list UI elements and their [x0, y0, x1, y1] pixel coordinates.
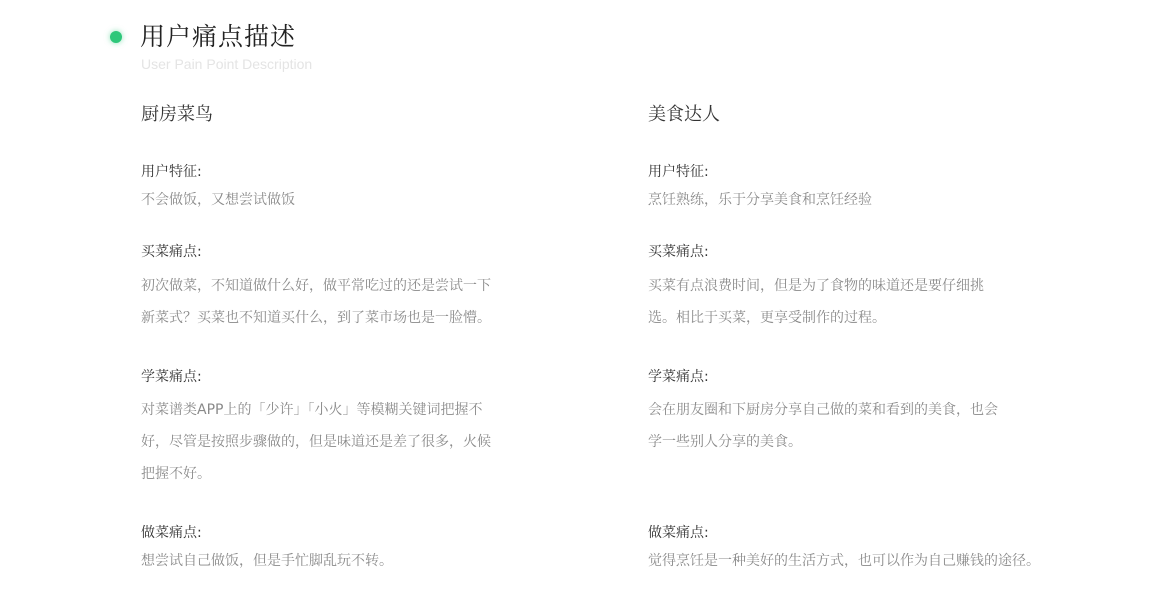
cook-pain-label: 做菜痛点: — [141, 525, 202, 541]
persona-name: 厨房菜鸟 — [141, 104, 213, 125]
cook-pain-text: 觉得烹饪是一种美好的生活方式，也可以作为自己赚钱的途径。 — [648, 553, 1040, 569]
section-bullet-dot — [110, 31, 122, 43]
buy-pain-label: 买菜痛点: — [141, 244, 202, 260]
feature-label: 用户特征: — [648, 164, 709, 180]
text-line: 选。相比于买菜，更享受制作的过程。 — [648, 310, 886, 326]
learn-pain-text — [648, 394, 998, 458]
learn-pain-label: 学菜痛点: — [648, 369, 709, 385]
text-line: 会在朋友圈和下厨房分享自己做的菜和看到的美食，也会 — [648, 402, 998, 418]
feature-text: 不会做饭，又想尝试做饭 — [141, 192, 295, 208]
cook-pain-label: 做菜痛点: — [648, 525, 709, 541]
page-subtitle: User Pain Point Description — [141, 56, 313, 72]
buy-pain-label: 买菜痛点: — [648, 244, 709, 260]
text-line: 新菜式？买菜也不知道买什么，到了菜市场也是一脸懵。 — [141, 310, 491, 326]
learn-pain-label: 学菜痛点: — [141, 369, 202, 385]
feature-text: 烹饪熟练，乐于分享美食和烹饪经验 — [648, 192, 872, 208]
buy-pain-text — [648, 270, 984, 334]
persona-name: 美食达人 — [648, 104, 720, 125]
text-line: 好，尽管是按照步骤做的，但是味道还是差了很多，火候 — [141, 434, 491, 450]
text-line: 学一些别人分享的美食。 — [648, 434, 802, 450]
page-title: 用户痛点描述 — [140, 22, 297, 51]
text-line: 把握不好。 — [141, 466, 211, 482]
learn-pain-text — [141, 394, 491, 490]
text-line: 初次做菜，不知道做什么好，做平常吃过的还是尝试一下 — [141, 278, 491, 294]
cook-pain-text: 想尝试自己做饭，但是手忙脚乱玩不转。 — [141, 553, 393, 569]
text-line: 买菜有点浪费时间，但是为了食物的味道还是要仔细挑 — [648, 278, 984, 294]
buy-pain-text — [141, 270, 491, 334]
feature-label: 用户特征: — [141, 164, 202, 180]
text-line: 对菜谱类APP上的「少许」「小火」等模糊关键词把握不 — [141, 402, 483, 418]
